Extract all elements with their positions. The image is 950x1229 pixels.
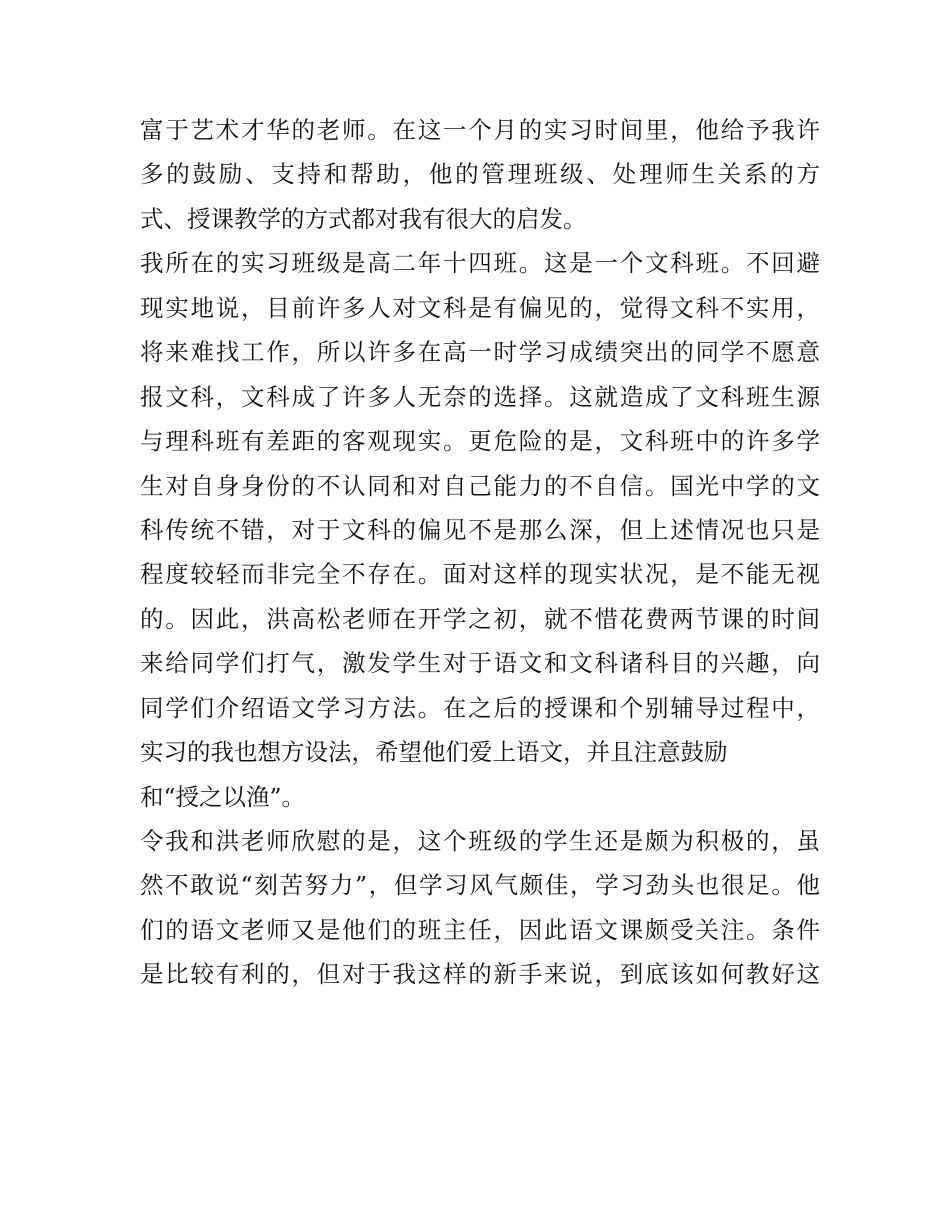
text-line: 现实地说，目前许多人对文科是有偏见的，觉得文科不实用， [140, 293, 820, 322]
text-line: 我所在的实习班级是高二年十四班。这是一个文科班。不回避 [140, 249, 820, 278]
text-line: 式、授课教学的方式都对我有很大的启发。 [140, 204, 587, 233]
text-line: 是比较有利的，但对于我这样的新手来说，到底该如何教好这 [140, 960, 820, 989]
text-line: 同学们介绍语文学习方法。在之后的授课和个别辅导过程中， [140, 693, 820, 722]
text-line: 将来难找工作，所以许多在高一时学习成绩突出的同学不愿意 [140, 338, 820, 367]
text-line: 然不敢说“刻苦努力”，但学习风气颇佳，学习劲头也很足。他 [140, 871, 820, 900]
text-line: 令我和洪老师欣慰的是，这个班级的学生还是颇为积极的，虽 [140, 827, 820, 855]
text-line: 报文科，文科成了许多人无奈的选择。这就造成了文科班生源 [140, 382, 820, 411]
text-line: 生对自身身份的不认同和对自己能力的不自信。国光中学的文 [140, 471, 820, 500]
text-line: 程度较轻而非完全不存在。面对这样的现实状况，是不能无视 [140, 560, 820, 589]
text-line: 科传统不错，对于文科的偏见不是那么深，但上述情况也只是 [140, 515, 820, 544]
text-line: 和“授之以渔”。 [140, 782, 306, 811]
text-line: 实习的我也想方设法，希望他们爱上语文，并且注意鼓励 [140, 738, 728, 767]
text-line: 来给同学们打气，激发学生对于语文和文科诸科目的兴趣，向 [140, 649, 820, 678]
text-line: 的。因此，洪高松老师在开学之初，就不惜花费两节课的时间 [140, 604, 820, 633]
text-line: 多的鼓励、支持和帮助，他的管理班级、处理师生关系的方 [140, 160, 820, 189]
text-line: 与理科班有差距的客观现实。更危险的是，文科班中的许多学 [140, 427, 820, 456]
body-text [140, 108, 820, 997]
text-line: 富于艺术才华的老师。在这一个月的实习时间里，他给予我许 [140, 116, 820, 144]
text-line: 们的语文老师又是他们的班主任，因此语文课颇受关注。条件 [140, 915, 820, 944]
